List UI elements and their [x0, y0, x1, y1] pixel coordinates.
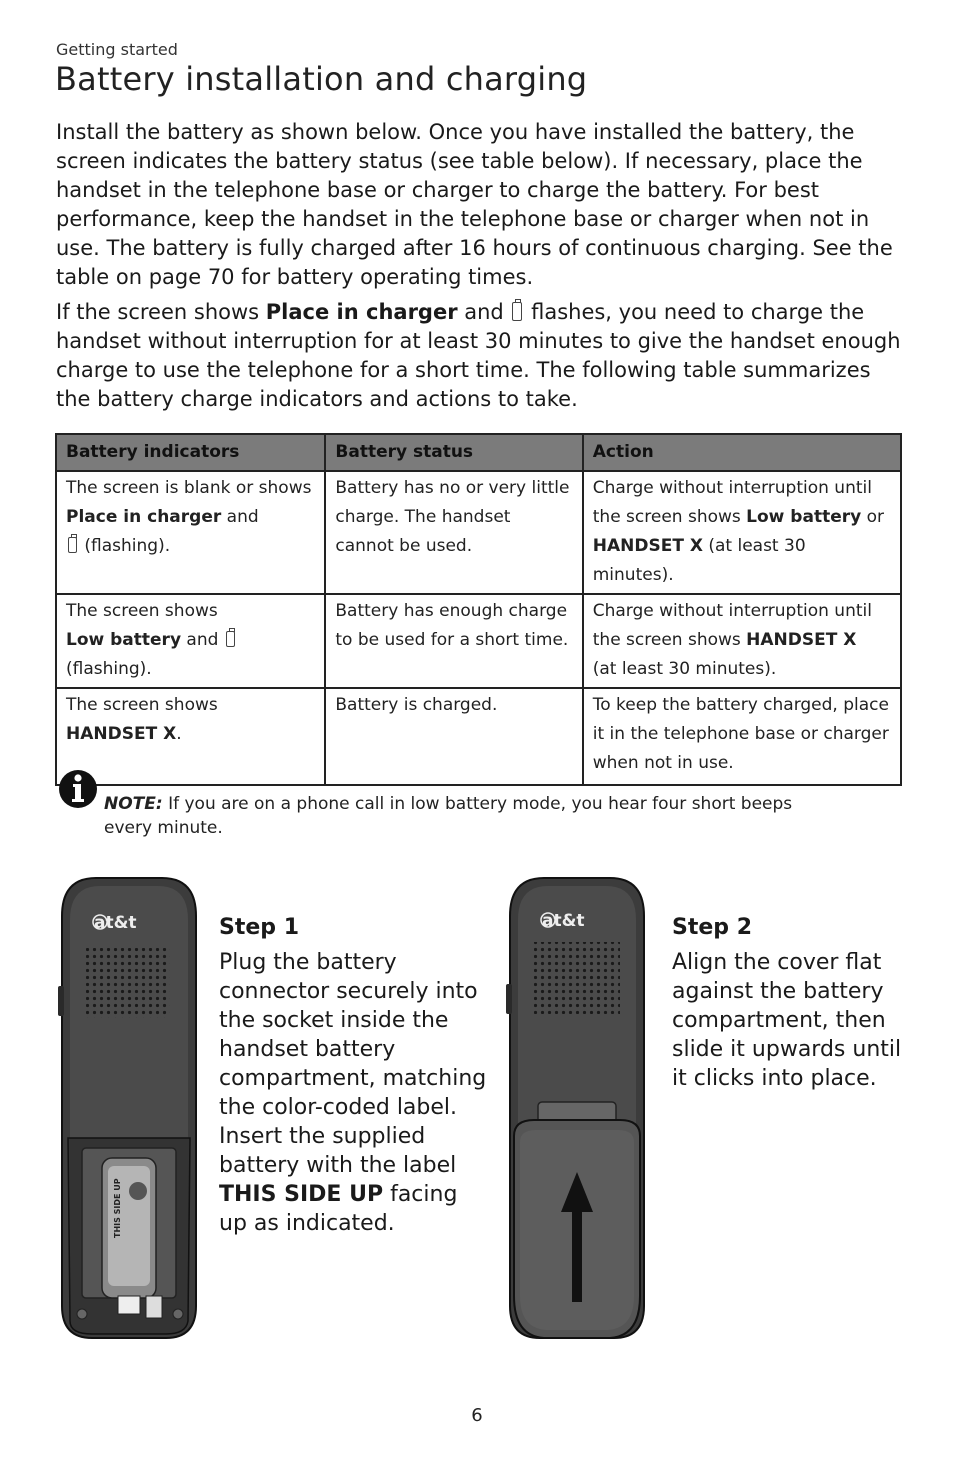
table-cell-indicator [56, 471, 325, 594]
cell-text: Charge without interruption until the screen shows [592, 601, 872, 650]
brand-logo: at&t [94, 913, 137, 933]
step-2 [672, 913, 912, 1093]
step-1-title: Step 1 [219, 915, 299, 940]
cell-text: (at least 30 minutes). [592, 536, 806, 585]
brand-logo: at&t [542, 911, 585, 931]
cell-bold-text: Low battery [746, 507, 862, 527]
table-header: Battery indicators [56, 434, 325, 471]
step-text: Plug the battery connector securely into the socket inside the handset battery compartment, matching the color-coded label. Insert the supplied battery with the label [219, 950, 487, 1178]
table-cell-action [583, 471, 901, 594]
cell-text: and [221, 507, 259, 527]
cell-bold-text: HANDSET X [746, 630, 857, 650]
intro-paragraph-2 [56, 298, 906, 414]
cell-bold-text: Place in charger [66, 507, 222, 527]
table-row [56, 688, 901, 785]
section-label: Getting started [56, 40, 178, 59]
place-in-charger-text: Place in charger [265, 300, 458, 324]
cell-bold-text: HANDSET X [66, 724, 177, 744]
cell-bold-text: HANDSET X [592, 536, 703, 556]
cell-text: and [181, 630, 224, 650]
note-text [104, 792, 814, 840]
table-header-row [56, 434, 901, 471]
step-2-title: Step 2 [672, 915, 752, 940]
cell-text: (flashing). [66, 659, 152, 679]
table-cell-indicator [56, 594, 325, 688]
step-bold-text: THIS SIDE UP [219, 1182, 384, 1207]
intro-text: flashes, you need to charge the handset without interruption for at least 30 minutes to give the handset enough charge to use the telephone for a short time. The following table summarizes the battery charge indicators and actions to take. [56, 300, 901, 411]
cell-text: or [861, 507, 884, 527]
step-1-text [219, 948, 489, 1238]
cell-text: The screen is blank or shows [66, 478, 312, 498]
cell-text: . [176, 724, 182, 744]
step-2-text: Align the cover flat against the battery compartment, then slide it upwards until it clicks into place. [672, 950, 902, 1091]
intro-paragraph-1: Install the battery as shown below. Once you have installed the battery, the screen indicates the battery status (see table below). If necessary, place the handset in the telephone base or charger to charge the battery. For best performance, keep the handset in the telephone base or charger when not in use. The battery is fully charged after 16 hours of continuous charging. See the table on page 70 for battery operating times. [56, 120, 893, 289]
step-1 [219, 913, 489, 1238]
intro-text: and [457, 300, 511, 324]
cell-text: (at least 30 minutes). [592, 659, 777, 679]
page-number: 6 [471, 1405, 483, 1426]
battery-icon [226, 631, 235, 647]
battery-label: THIS SIDE UP [113, 1178, 122, 1238]
cell-bold-text: Low battery [66, 630, 182, 650]
table-row [56, 471, 901, 594]
cell-text: (flashing). [79, 536, 171, 556]
table-row [56, 594, 901, 688]
info-icon [57, 768, 101, 810]
table-cell-action [583, 594, 901, 688]
page-title: Battery installation and charging [55, 60, 588, 98]
note-label: NOTE: [104, 794, 163, 814]
cell-text: The screen shows [66, 695, 218, 715]
cell-text: Charge without interruption until the screen shows [592, 478, 872, 527]
cell-text: The screen shows [66, 601, 218, 621]
handset-cover-illustration [504, 876, 650, 1342]
intro-text: If the screen shows [56, 300, 266, 324]
table-cell-status: Battery is charged. [325, 688, 582, 785]
table-header: Battery status [325, 434, 582, 471]
table-header: Action [583, 434, 901, 471]
battery-icon [68, 537, 77, 553]
battery-icon [512, 302, 522, 321]
battery-indicator-table [55, 433, 902, 786]
note-body: If you are on a phone call in low battery mode, you hear four short beeps every minute. [104, 794, 793, 838]
table-cell-action: To keep the battery charged, place it in the telephone base or charger when not in use. [583, 688, 901, 785]
table-cell-status: Battery has no or very little charge. The handset cannot be used. [325, 471, 582, 594]
handset-battery-open-illustration [56, 876, 202, 1342]
step-text: facing up as indicated. [219, 1182, 458, 1236]
table-cell-status: Battery has enough charge to be used for a short time. [325, 594, 582, 688]
